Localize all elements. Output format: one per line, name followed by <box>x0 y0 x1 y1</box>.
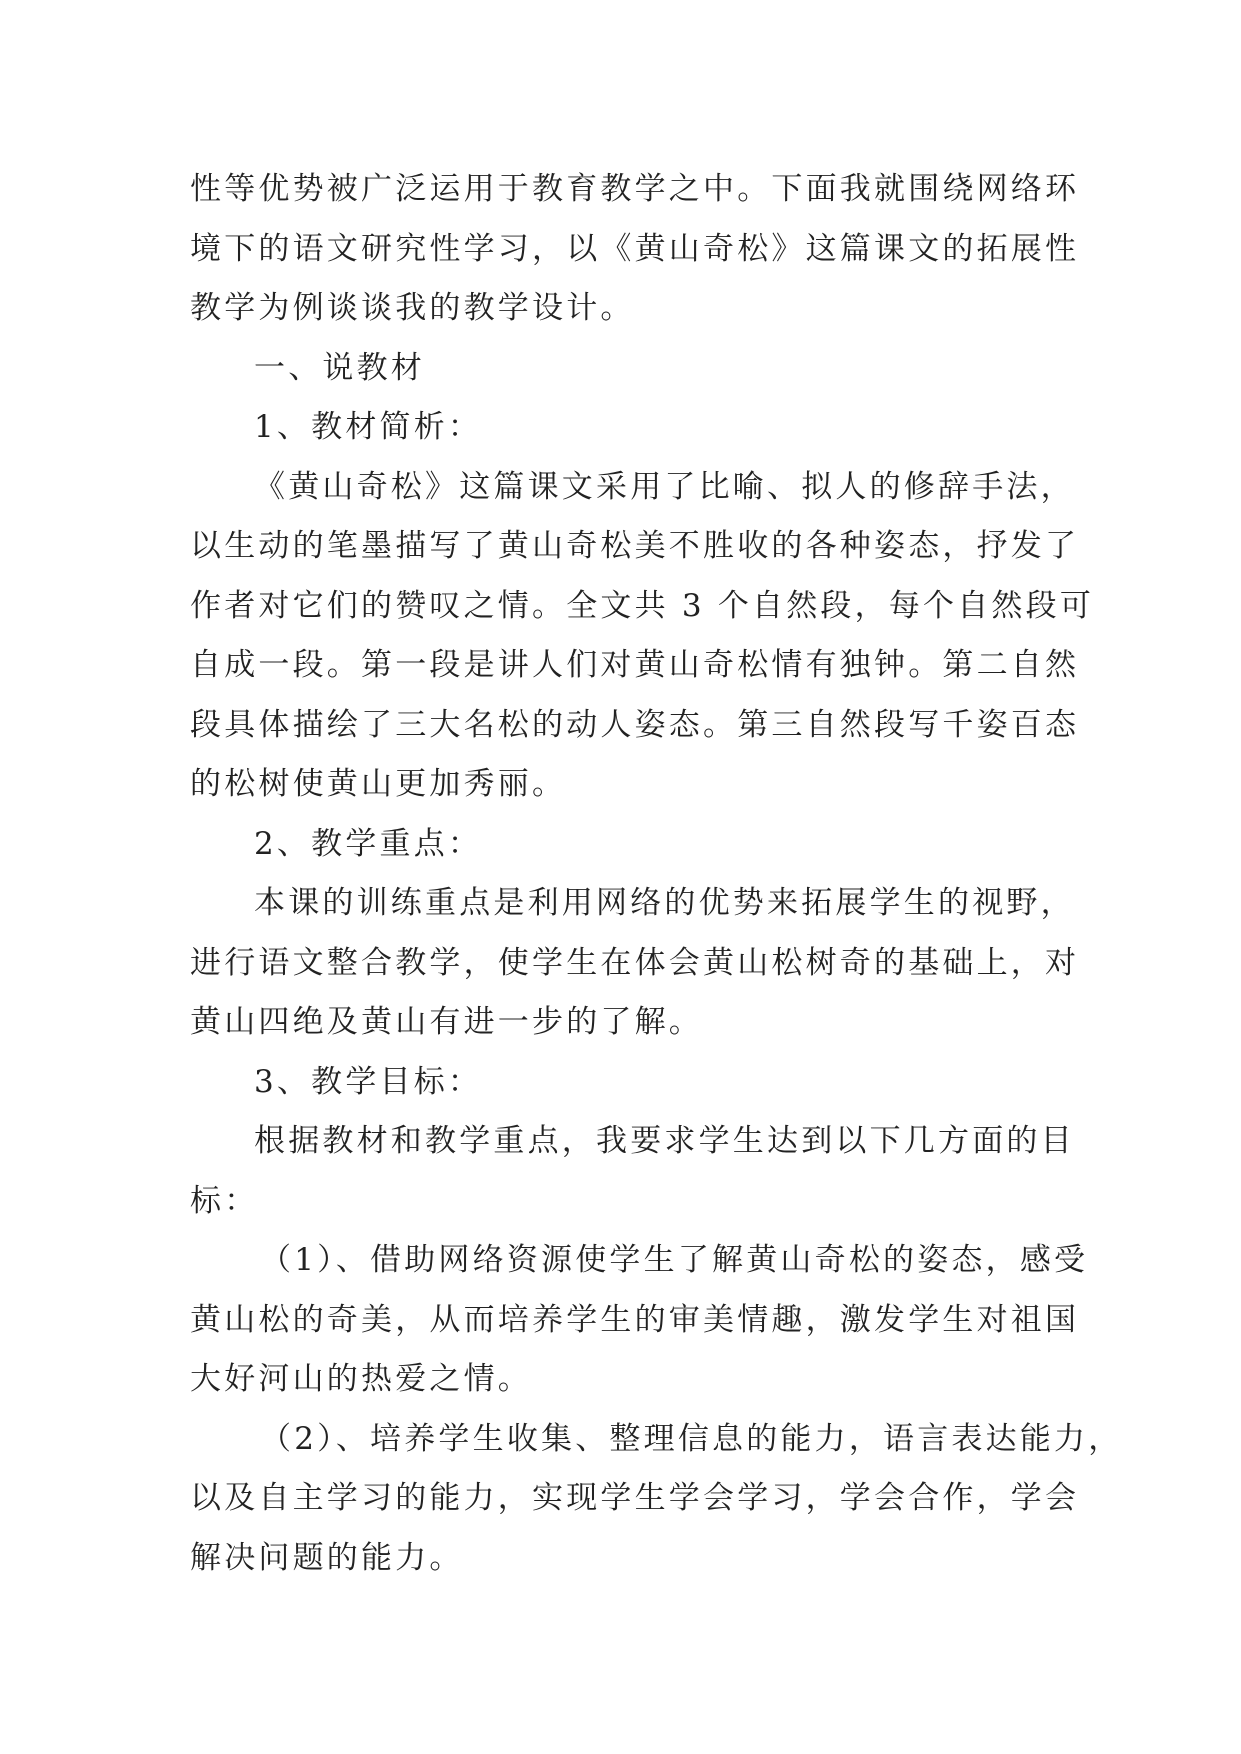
subsection-heading: 2、教学重点： <box>254 825 483 862</box>
body-text-line: 大好河山的热爱之情。 <box>190 1361 532 1397</box>
body-text-line: 以生动的笔墨描写了黄山奇松美不胜收的各种姿态，抒发了 <box>190 528 1080 564</box>
section-heading: 一、说教材 <box>254 349 425 386</box>
paragraph-first-line: 本课的训练重点是利用网络的优势来拓展学生的视野， <box>254 885 1075 921</box>
body-text-line: 作者对它们的赞叹之情。全文共 3 个自然段，每个自然段可 <box>190 587 1095 624</box>
body-text-line: 进行语文整合教学，使学生在体会黄山松树奇的基础上，对 <box>190 944 1080 981</box>
body-text-line: 境下的语文研究性学习，以《黄山奇松》这篇课文的拓展性 <box>190 230 1080 267</box>
subsection-heading: 1、教材简析： <box>254 409 483 445</box>
body-text-line: 的松树使黄山更加秀丽。 <box>190 766 567 802</box>
body-text-line: 标： <box>190 1182 259 1219</box>
list-item-first-line: （2）、培养学生收集、整理信息的能力，语言表达能力， <box>260 1420 1123 1457</box>
body-text-line: 黄山四绝及黄山有进一步的了解。 <box>190 1004 703 1040</box>
document-body <box>190 160 1123 1588</box>
list-item-first-line: （1）、借助网络资源使学生了解黄山奇松的姿态，感受 <box>260 1242 1089 1278</box>
body-text-line: 解决问题的能力。 <box>190 1539 464 1576</box>
body-text-line: 性等优势被广泛运用于教育教学之中。下面我就围绕网络环 <box>190 171 1080 207</box>
body-text-line: 段具体描绘了三大名松的动人姿态。第三自然段写千姿百态 <box>190 706 1080 743</box>
paragraph-first-line: 根据教材和教学重点，我要求学生达到以下几方面的目 <box>254 1123 1075 1159</box>
paragraph-first-line: 《黄山奇松》这篇课文采用了比喻、拟人的修辞手法， <box>254 468 1075 505</box>
subsection-heading: 3、教学目标： <box>254 1063 483 1100</box>
body-text-line: 教学为例谈谈我的教学设计。 <box>190 290 635 326</box>
body-text-line: 自成一段。第一段是讲人们对黄山奇松情有独钟。第二自然 <box>190 647 1080 683</box>
body-text-line: 黄山松的奇美，从而培养学生的审美情趣，激发学生对祖国 <box>190 1301 1080 1338</box>
body-text-line: 以及自主学习的能力，实现学生学会学习，学会合作，学会 <box>190 1480 1080 1516</box>
